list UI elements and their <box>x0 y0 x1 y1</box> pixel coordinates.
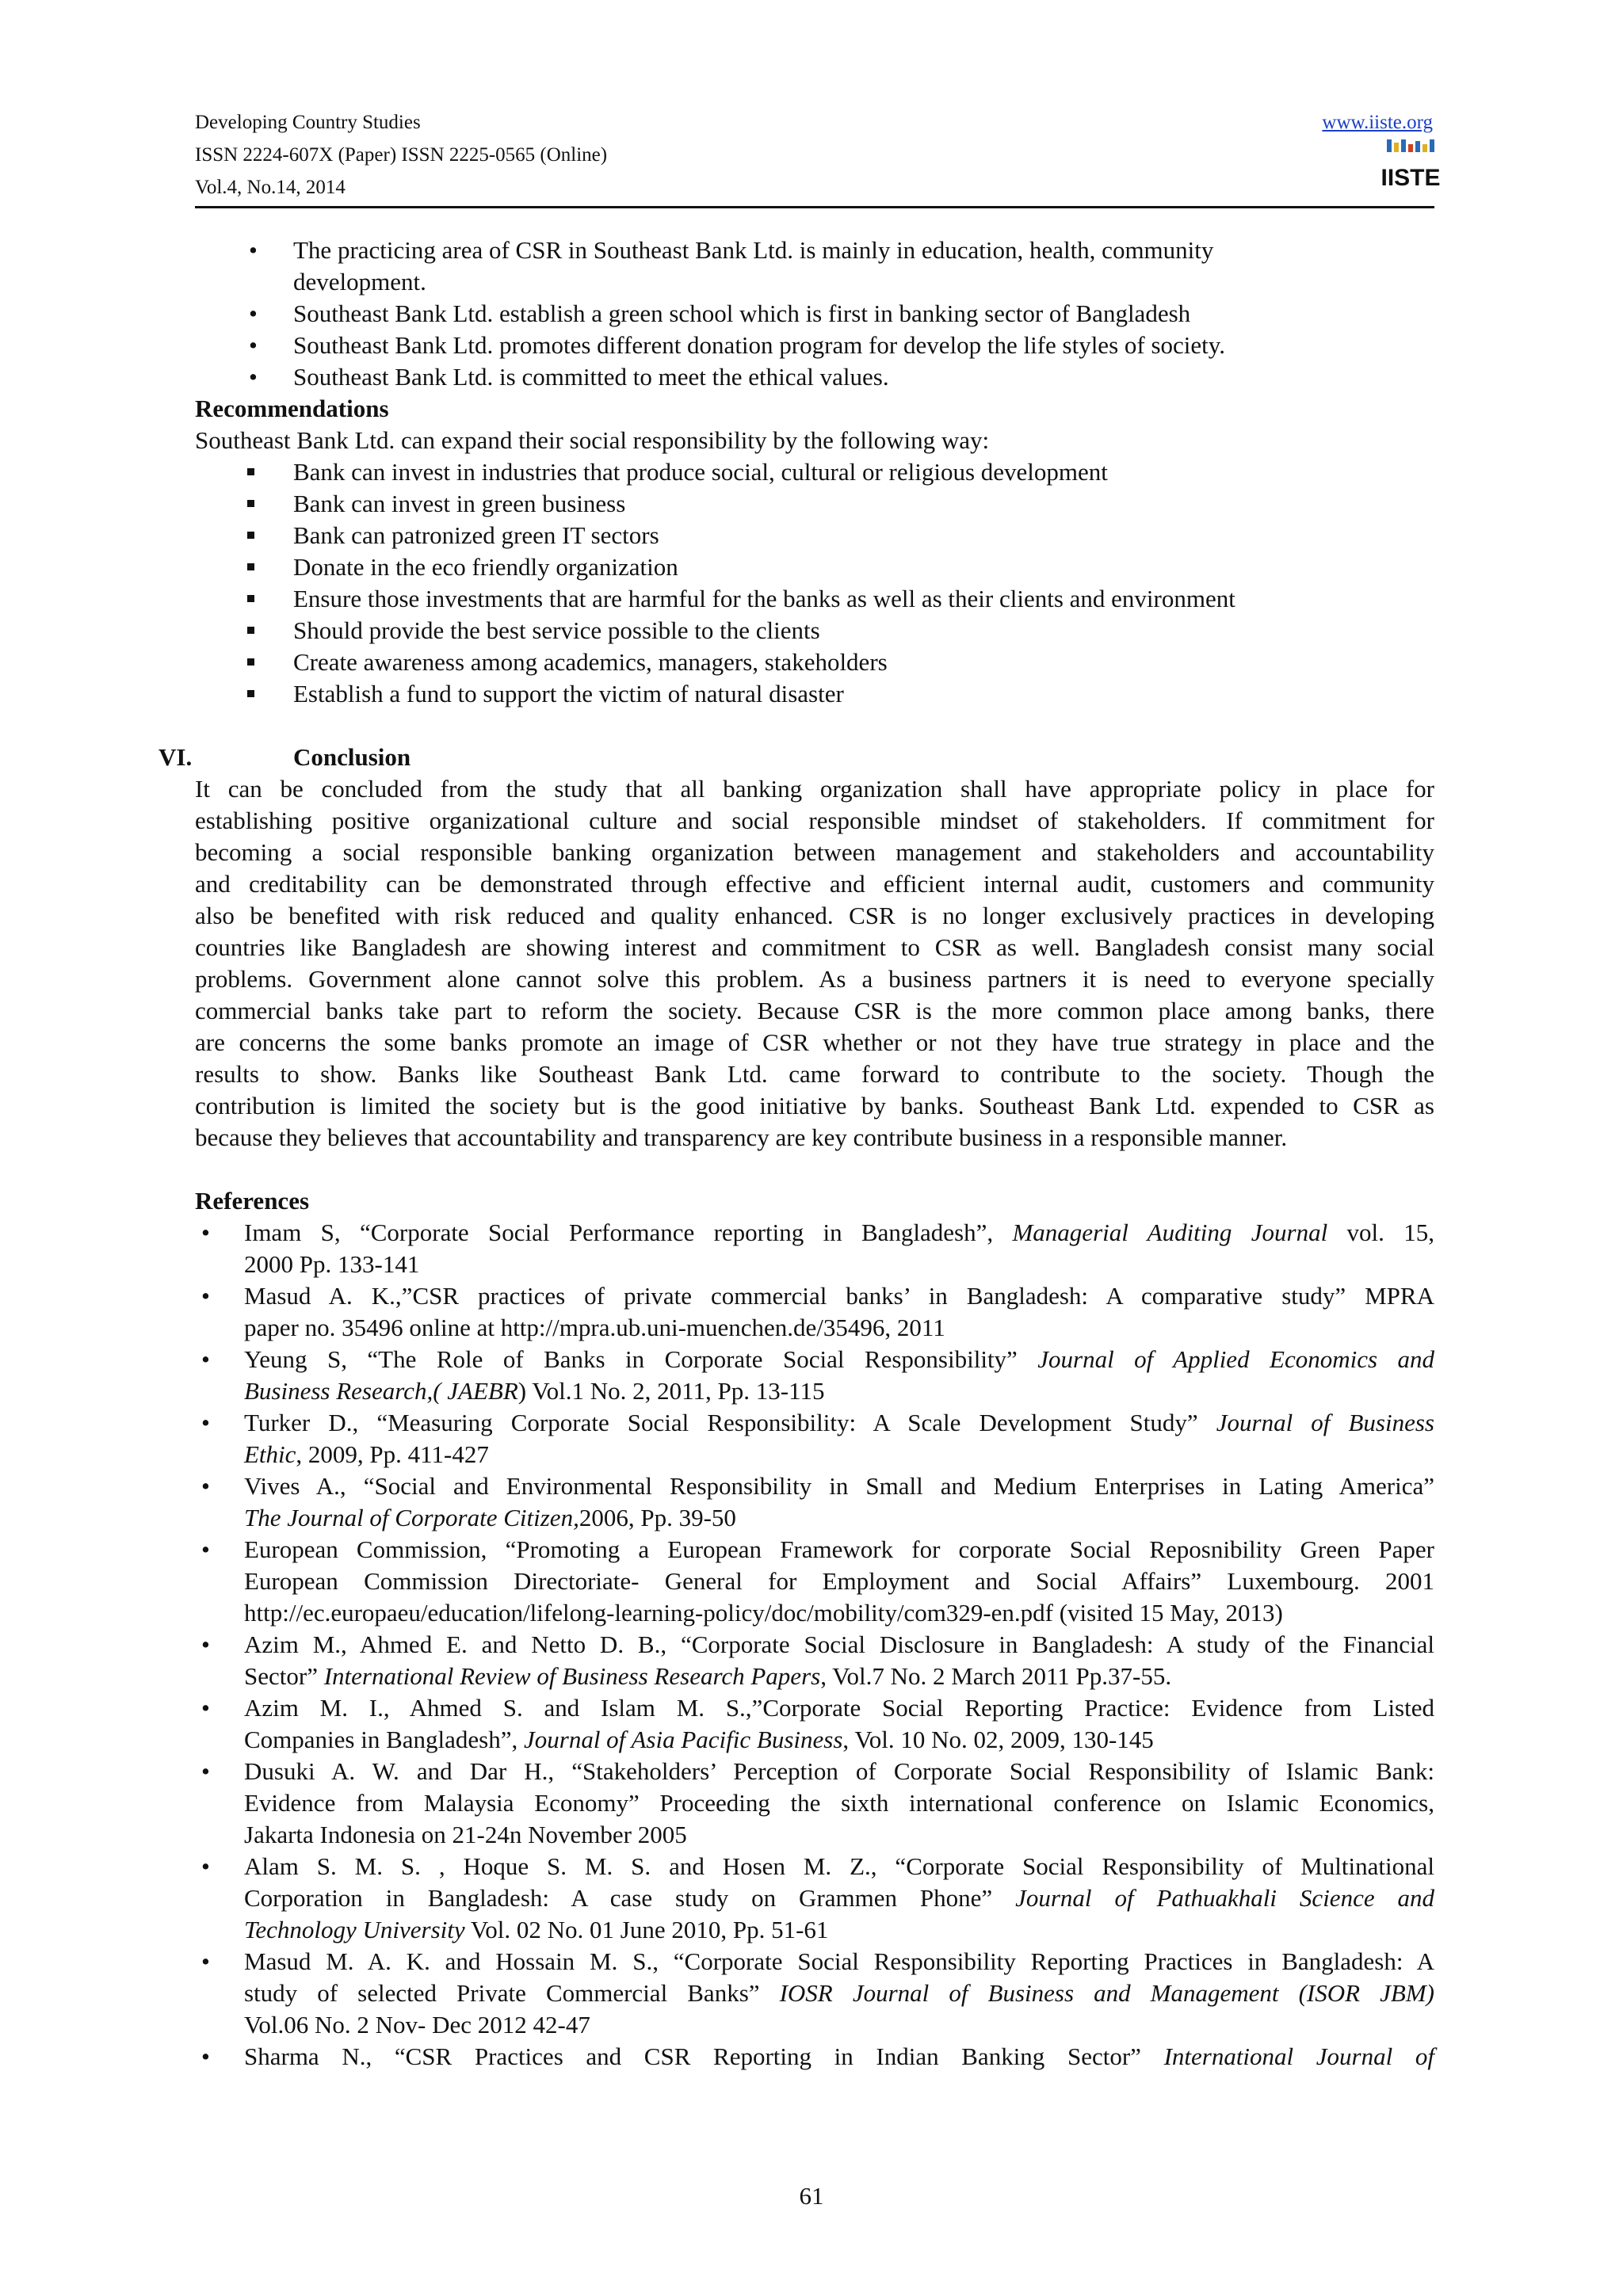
reference-item <box>195 1407 1434 1470</box>
reference-text: Sharma N., “CSR Practices and CSR Reporting in Indian Banking Sector” <box>244 2042 1164 2070</box>
reference-journal-title: Technology University <box>244 1916 465 1943</box>
bullet-icon: • <box>201 1535 210 1563</box>
reference-journal-title: Journal of Pathuakhali Science and <box>1015 1884 1435 1912</box>
reference-item <box>195 1470 1434 1534</box>
conclusion-line: commercial banks take part to reform the society. Because CSR is the more common place among banks, there <box>195 997 1434 1024</box>
reference-text: Vives A., “Social and Environmental Responsibility in Small and Medium Enterprises in Lating America” <box>244 1472 1434 1500</box>
recommendations-heading: Recommendations <box>195 395 389 422</box>
reference-journal-title: The Journal of Corporate Citizen, <box>244 1504 579 1531</box>
reference-item <box>195 1756 1434 1851</box>
reference-journal-title: Ethic <box>244 1440 296 1468</box>
website-link[interactable]: www.iiste.org <box>1322 112 1433 133</box>
reference-line <box>244 1819 1434 1851</box>
conclusion-line: problems. Government alone cannot solve this problem. As a business partners it is need to everyone specially <box>195 965 1434 993</box>
conclusion-heading <box>158 742 1434 773</box>
reference-text: study of selected Private Commercial Banks” <box>244 1979 780 2007</box>
conclusion-line: are concerns the some banks promote an image of CSR whether or not they have true strategy in place and the <box>195 1028 1434 1056</box>
reference-text: Companies in Bangladesh”, <box>244 1726 524 1753</box>
reference-text: , 2009, Pp. 411-427 <box>296 1440 489 1468</box>
references-heading: References <box>195 1187 310 1215</box>
conclusion-line: and creditability can be demonstrated through effective and efficient internal audit, customers and community <box>195 870 1434 898</box>
recommendation-item <box>195 583 1434 615</box>
bullet-icon: • <box>249 236 258 264</box>
conclusion-line: It can be concluded from the study that all banking organization shall have appropriate policy in place for <box>195 775 1434 803</box>
recommendation-text: Create awareness among academics, managers, stakeholders <box>293 648 888 676</box>
reference-text: Azim M. I., Ahmed S. and Islam M. S.,”Corporate Social Reporting Practice: Evidence from Listed <box>244 1694 1434 1722</box>
bullet-icon: • <box>201 1409 210 1436</box>
finding-text-line: Southeast Bank Ltd. is committed to meet the ethical values. <box>293 363 889 391</box>
reference-line <box>244 1470 1434 1502</box>
bullet-icon: • <box>249 363 258 391</box>
reference-journal-title: International Journal of <box>1163 2042 1434 2070</box>
conclusion-line: contribution is limited the society but is the good initiative by banks. Southeast Bank Ltd. expended to CSR as <box>195 1092 1434 1119</box>
finding-text-line: development. <box>293 268 426 296</box>
reference-journal-title: Journal of Applied Economics and <box>1037 1345 1434 1373</box>
finding-item <box>195 235 1434 298</box>
reference-line <box>244 2041 1434 2073</box>
bullet-icon: • <box>201 1947 210 1975</box>
reference-line <box>244 1344 1434 1375</box>
reference-text: Sector” <box>244 1662 324 1690</box>
recommendation-item <box>195 678 1434 710</box>
reference-text: Yeung S, “The Role of Banks in Corporate Social Responsibility” <box>244 1345 1038 1373</box>
recommendations-intro: Southeast Bank Ltd. can expand their social responsibility by the following way: <box>195 426 990 454</box>
conclusion-paragraph <box>195 773 1434 1154</box>
reference-text: Evidence from Malaysia Economy” Proceeding the sixth international conference on Islamic Economics, <box>244 1789 1434 1817</box>
conclusion-line: also be benefited with risk reduced and quality enhanced. CSR is no longer exclusively practices in developing <box>195 902 1434 929</box>
square-bullet-icon <box>247 563 254 570</box>
reference-line <box>244 1280 1434 1312</box>
bullet-icon: • <box>201 1757 210 1785</box>
section-title: Conclusion <box>293 743 411 771</box>
reference-journal-title: Business Research,( JAEBR <box>244 1377 518 1405</box>
reference-line <box>244 1756 1434 1787</box>
square-bullet-icon <box>247 658 254 666</box>
bullet-icon: • <box>201 1694 210 1722</box>
bullet-icon: • <box>201 1472 210 1500</box>
reference-line <box>244 1882 1434 1914</box>
conclusion-line: countries like Bangladesh are showing interest and commitment to CSR as well. Bangladesh consist many social <box>195 933 1434 961</box>
reference-line <box>244 1978 1434 2009</box>
section-number: VI. <box>158 743 193 771</box>
bullet-icon: • <box>201 1345 210 1373</box>
reference-line <box>244 1312 1434 1344</box>
reference-line <box>244 1629 1434 1661</box>
reference-item <box>195 1534 1434 1629</box>
references-list <box>195 1217 1434 2073</box>
reference-text: ) Vol.1 No. 2, 2011, Pp. 13-115 <box>517 1377 825 1405</box>
square-bullet-icon <box>247 690 254 697</box>
reference-line <box>244 1566 1434 1597</box>
reference-text: Imam S, “Corporate Social Performance reporting in Bangladesh”, <box>244 1219 1013 1246</box>
reference-line <box>244 1534 1434 1566</box>
findings-list <box>195 235 1434 393</box>
reference-line <box>244 1249 1434 1280</box>
reference-text: Jakarta Indonesia on 21-24n November 2005 <box>244 1821 687 1848</box>
running-header <box>195 106 607 204</box>
reference-text: Alam S. M. S. , Hoque S. M. S. and Hosen M. Z., “Corporate Social Responsibility of Multinational <box>244 1852 1434 1880</box>
reference-journal-title: International Review of Business Research Papers <box>323 1662 821 1690</box>
reference-text: Dusuki A. W. and Dar H., “Stakeholders’ Perception of Corporate Social Responsibility of Islamic Bank: <box>244 1757 1434 1785</box>
finding-text-line: The practicing area of CSR in Southeast Bank Ltd. is mainly in education, health, community <box>293 236 1214 264</box>
reference-line <box>244 1914 1434 1946</box>
recommendation-item <box>195 488 1434 520</box>
conclusion-line: becoming a social responsible banking organization between management and stakeholders and accountability <box>195 838 1434 866</box>
recommendation-item <box>195 615 1434 646</box>
recommendation-item <box>195 456 1434 488</box>
logo-text: IISTE <box>1381 165 1441 191</box>
conclusion-line: because they believes that accountability and transparency are key contribute business in a responsible manner. <box>195 1123 1288 1151</box>
finding-text-line: Southeast Bank Ltd. promotes different donation program for develop the life styles of society. <box>293 331 1226 359</box>
reference-line <box>244 2009 1434 2041</box>
reference-line <box>244 1692 1434 1724</box>
reference-text: European Commission, “Promoting a European Framework for corporate Social Reposnibility Green Paper <box>244 1535 1434 1563</box>
reference-item <box>195 1629 1434 1692</box>
reference-item <box>195 1692 1434 1756</box>
finding-text-line: Southeast Bank Ltd. establish a green school which is first in banking sector of Bangladesh <box>293 299 1191 327</box>
conclusion-line: results to show. Banks like Southeast Bank Ltd. came forward to contribute to the society. Though the <box>195 1060 1434 1088</box>
finding-item <box>195 330 1434 361</box>
reference-text: Masud M. A. K. and Hossain M. S., “Corporate Social Responsibility Reporting Practices in Bangladesh: A <box>244 1947 1434 1975</box>
reference-item <box>195 1217 1434 1280</box>
reference-item <box>195 1946 1434 2041</box>
reference-text: Azim M., Ahmed E. and Netto D. B., “Corporate Social Disclosure in Bangladesh: A study of the Financial <box>244 1630 1434 1658</box>
conclusion-line: establishing positive organizational culture and social responsible mindset of stakeholders. If commitment for <box>195 807 1434 834</box>
recommendation-text: Establish a fund to support the victim of natural disaster <box>293 680 844 707</box>
volume-line: Vol.4, No.14, 2014 <box>195 177 346 198</box>
bullet-icon: • <box>249 299 258 327</box>
reference-text: Vol.06 No. 2 Nov- Dec 2012 42-47 <box>244 2011 590 2039</box>
reference-text: , Vol. 10 No. 02, 2009, 130-145 <box>842 1726 1154 1753</box>
reference-line <box>244 1407 1434 1439</box>
reference-line <box>244 1439 1434 1470</box>
recommendation-item <box>195 551 1434 583</box>
square-bullet-icon <box>247 532 254 539</box>
square-bullet-icon <box>247 595 254 602</box>
finding-item <box>195 361 1434 393</box>
reference-item <box>195 1344 1434 1407</box>
bullet-icon: • <box>201 1219 210 1246</box>
reference-text: Corporation in Bangladesh: A case study on Grammen Phone” <box>244 1884 1016 1912</box>
reference-text: paper no. 35496 online at http://mpra.ub.uni-muenchen.de/35496, 2011 <box>244 1314 945 1341</box>
reference-text: Masud A. K.,”CSR practices of private commercial banks’ in Bangladesh: A comparative study” MPRA <box>244 1282 1434 1310</box>
header-rule <box>195 206 1434 208</box>
reference-line <box>244 1724 1434 1756</box>
recommendation-item <box>195 520 1434 551</box>
bullet-icon: • <box>201 1630 210 1658</box>
reference-line <box>244 1851 1434 1882</box>
reference-journal-title: Managerial Auditing Journal <box>1012 1219 1328 1246</box>
bullet-icon: • <box>201 2042 210 2070</box>
reference-line <box>244 1597 1434 1629</box>
finding-item <box>195 298 1434 330</box>
bullet-icon: • <box>201 1282 210 1310</box>
reference-journal-title: IOSR Journal of Business and Management (ISOR JBM) <box>779 1979 1434 2007</box>
recommendation-text: Should provide the best service possible to the clients <box>293 616 820 644</box>
reference-text: European Commission Directoriate- General for Employment and Social Affairs” Luxembourg. 2001 <box>244 1567 1434 1595</box>
recommendation-text: Bank can patronized green IT sectors <box>293 521 659 549</box>
square-bullet-icon <box>247 627 254 634</box>
reference-line <box>244 1946 1434 1978</box>
recommendation-text: Bank can invest in industries that produce social, cultural or religious development <box>293 458 1108 486</box>
reference-line <box>244 1217 1434 1249</box>
bullet-icon: • <box>249 331 258 359</box>
recommendation-text: Ensure those investments that are harmful for the banks as well as their clients and environment <box>293 585 1235 612</box>
recommendation-item <box>195 646 1434 678</box>
reference-text: 2006, Pp. 39-50 <box>579 1504 736 1531</box>
reference-item <box>195 1851 1434 1946</box>
reference-text: 2000 Pp. 133-141 <box>244 1250 420 1278</box>
iiste-logo <box>1381 138 1441 191</box>
reference-line <box>244 1502 1434 1534</box>
page-number: 61 <box>799 2182 824 2210</box>
issn-line: ISSN 2224-607X (Paper) ISSN 2225-0565 (Online) <box>195 144 608 166</box>
square-bullet-icon <box>247 468 254 475</box>
reference-line <box>244 1661 1434 1692</box>
reference-item <box>195 2041 1434 2073</box>
reference-journal-title: Journal of Asia Pacific Business <box>524 1726 843 1753</box>
article-body <box>158 235 1435 2073</box>
bullet-icon: • <box>201 1852 210 1880</box>
reference-line <box>244 1375 1434 1407</box>
recommendation-text: Bank can invest in green business <box>293 490 626 517</box>
reference-line <box>244 1787 1434 1819</box>
recommendation-text: Donate in the eco friendly organization <box>293 553 678 581</box>
reference-item <box>195 1280 1434 1344</box>
recommendations-list <box>195 456 1434 710</box>
journal-name: Developing Country Studies <box>195 112 421 133</box>
reference-text: Turker D., “Measuring Corporate Social Responsibility: A Scale Development Study” <box>244 1409 1216 1436</box>
square-bullet-icon <box>247 500 254 507</box>
reference-text: http://ec.europaeu/education/lifelong-learning-policy/doc/mobility/com329-en.pdf (visited 15 May, 2013) <box>244 1599 1283 1627</box>
reference-text: , Vol.7 No. 2 March 2011 Pp.37-55. <box>820 1662 1172 1690</box>
reference-journal-title: Journal of Business <box>1216 1409 1434 1436</box>
reference-text: vol. 15, <box>1327 1219 1434 1246</box>
reference-text: Vol. 02 No. 01 June 2010, Pp. 51-61 <box>464 1916 829 1943</box>
